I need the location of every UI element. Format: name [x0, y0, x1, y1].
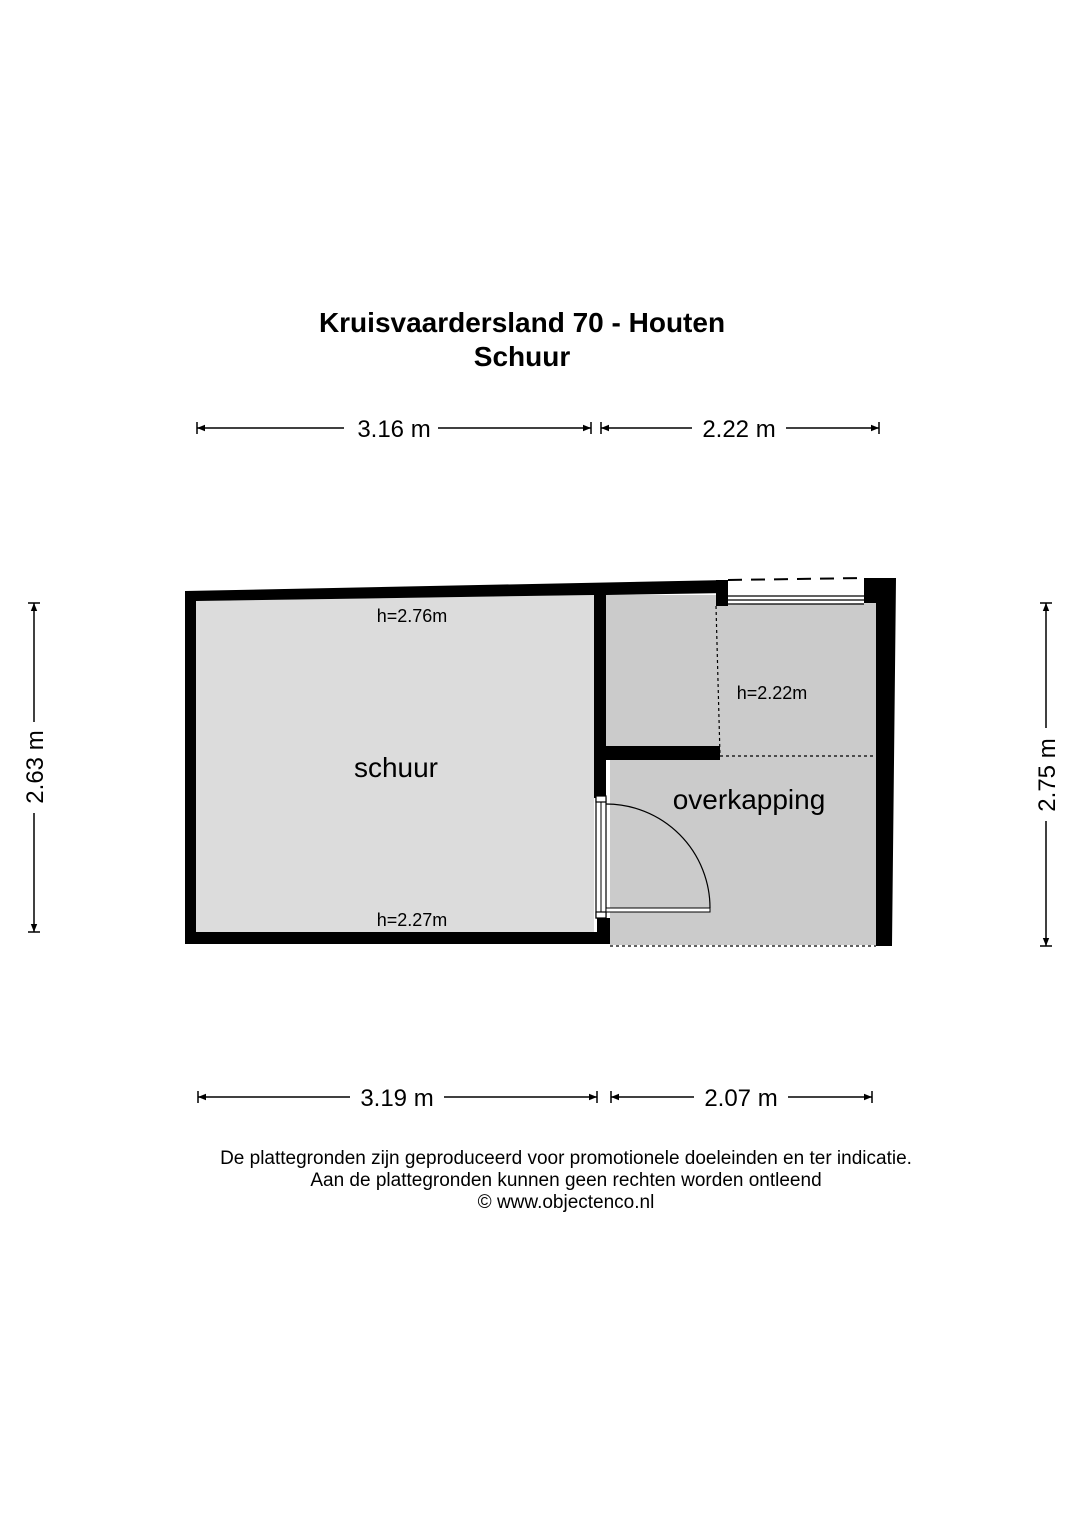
schuur-height-top: h=2.76m — [376, 606, 448, 626]
dimension-label: 2.75 m — [1034, 738, 1061, 812]
page-subtitle: Schuur — [473, 341, 571, 372]
dimension-top-left — [197, 416, 591, 443]
dimension-top-right — [601, 416, 879, 443]
dimension-bottom-right — [611, 1085, 872, 1112]
overkapping-height: h=2.22m — [736, 683, 808, 703]
dimension-label: 3.16 m — [357, 416, 431, 443]
copyright-line: © www.objectenco.nl — [477, 1192, 655, 1213]
dimension-label: 2.22 m — [702, 416, 776, 443]
dimension-right — [1034, 603, 1061, 946]
dimension-label: 2.07 m — [704, 1085, 778, 1112]
disclaimer-line: De plattegronden zijn geproduceerd voor promotionele doeleinden en ter indicatie. — [220, 1148, 912, 1169]
window — [728, 578, 864, 604]
overkapping-floor — [606, 595, 876, 945]
page-title: Kruisvaardersland 70 - Houten — [318, 307, 726, 338]
dimension-left — [22, 603, 49, 932]
schuur-label: schuur — [353, 752, 439, 783]
disclaimer-line: Aan de plattegronden kunnen geen rechten worden ontleend — [310, 1170, 822, 1191]
schuur-height-bottom: h=2.27m — [376, 910, 448, 930]
overkapping-label: overkapping — [672, 784, 826, 815]
dimension-label: 2.63 m — [22, 730, 49, 804]
dimension-bottom-left — [198, 1085, 597, 1112]
dimension-label: 3.19 m — [360, 1085, 434, 1112]
